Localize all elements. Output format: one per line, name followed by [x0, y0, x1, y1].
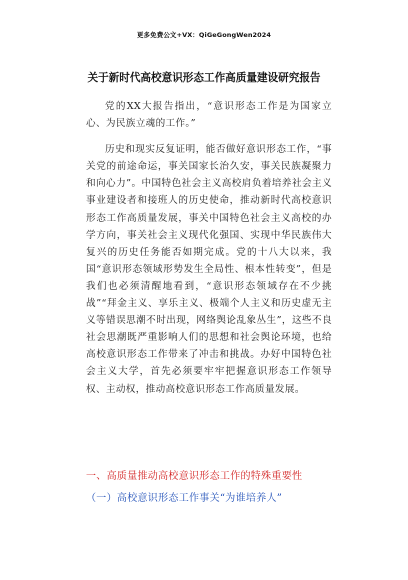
paragraph-intro: 党的XX大报告指出，“意识形态工作是为国家立心、为民族立魂的工作。” [86, 101, 332, 130]
subsection-heading: （一）高校意识形态工作事关“为谁培养人” [86, 493, 283, 504]
section-heading: 一、高质量推动高校意识形态工作的特殊重要性 [86, 471, 303, 482]
paragraph-main: 历史和现实反复证明，能否做好意识形态工作，“事关党的前途命运，事关国家长治久安，事关民族凝聚力和向心力”。中国特色社会主义高校肩负着培养社会主义事业建设者和接班人的历史使命，推动新时代高校意识形态工作高质量发展，事关中国特色社会主义高校的办学方向，事关社会主义现代化强国、实现中华民族伟大复兴的历史任务能否如期完成。党的十八大以来，我国“意识形态领域形势发生全局性、根本性转变”，但是我们也必须清醒地看到，“意识形态领域存在不少挑战”“拜金主义、享乐主义、极端个人主义和历史虚无主义等错误思潮不时出现，网络舆论乱象丛生”，这些不良社会思潮既严重影响人们的思想和社会舆论环境，也给高校意识形态工作带来了冲击和挑战。办好中国特色社会主义大学，首先必须要牢牢把握意识形态工作领导权、主动权，推动高校意识形态工作高质量发展。 [86, 144, 332, 395]
header-watermark: 更多免费公文+VX：QiGeGongWen2024 [136, 31, 272, 39]
document-body [86, 98, 332, 406]
document-title: 关于新时代高校意识形态工作高质量建设研究报告 [87, 72, 321, 84]
